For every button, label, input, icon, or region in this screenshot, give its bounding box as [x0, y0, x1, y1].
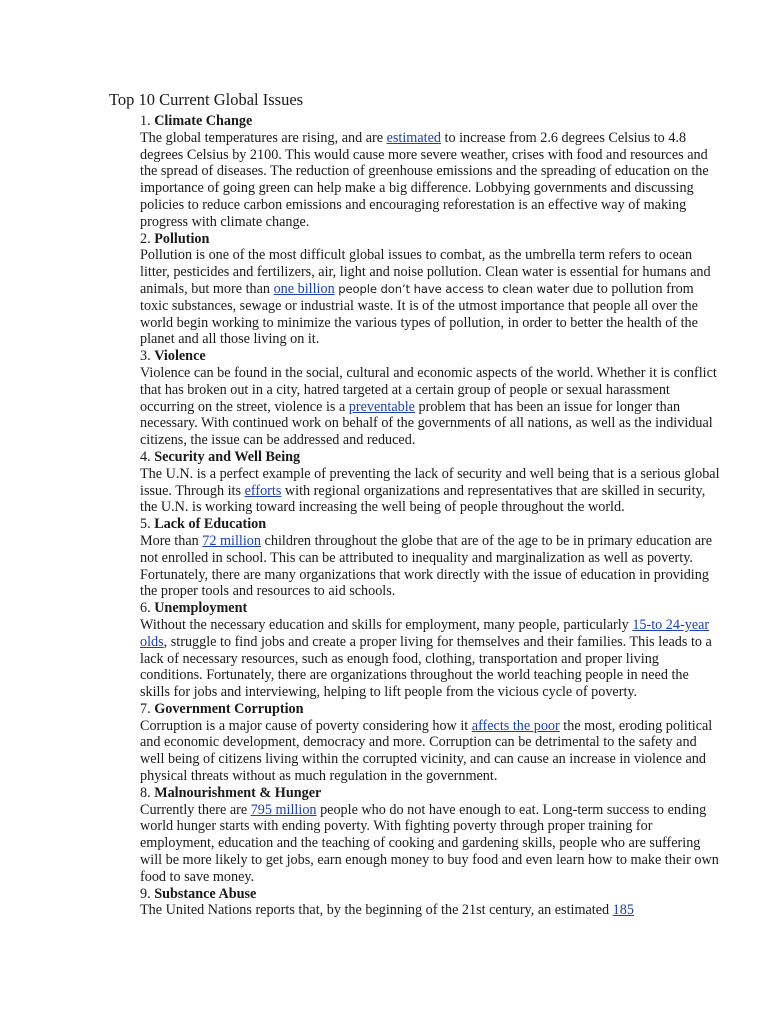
issue-heading [140, 600, 720, 617]
body-text: problem that has been an issue for longer than necessary. With continued work on behalf of the governments of all nations, as well as the individual citizens, the issue can be addressed and reduced. [140, 398, 713, 449]
issue-heading [140, 886, 720, 903]
issue-section [140, 113, 720, 231]
body-text: people who do not have enough to eat. Long-term success to ending world hunger starts with ending poverty. With fighting poverty through proper training for employment, education and the teaching of cooking and gardening skills, people who are suffering will be more likely to get jobs, earn enough money to buy food and even learn how to make their own food to save money. [140, 801, 719, 885]
issue-body [140, 617, 720, 701]
body-text: to increase from 2.6 degrees Celsius to 4.8 degrees Celsius by 2100. This would cause more severe weather, crises with food and resources and the spread of diseases. The reduction of greenhouse emissions and the spreading of education on the importance of going green can help make a big difference. Lobbying governments and discussing policies to reduce carbon emissions and encouraging reforestation is an effective way of making progress with climate change. [140, 129, 709, 230]
issue-body [140, 902, 720, 919]
issue-heading [140, 449, 720, 466]
inline-link[interactable]: one billion [273, 280, 335, 297]
body-text: Without the necessary education and skills for employment, many people, particularly [140, 616, 633, 633]
issue-number: 7. [140, 700, 151, 717]
issue-body [140, 130, 720, 231]
body-text: The U.N. is a perfect example of preventing the lack of security and well being that is a serious global issue. Through its [140, 465, 720, 499]
issue-section [140, 600, 720, 701]
inline-link[interactable]: 72 million [202, 532, 261, 549]
issue-section [140, 886, 720, 920]
body-text: the most, eroding political and economic development, democracy and more. Corruption can be detrimental to the safety and well being of citizens living within the corrupted vicinity, and can cause an increase in violence and physical threats without as much regulation in the government. [140, 717, 713, 785]
page-title: Top 10 Current Global Issues [109, 90, 304, 109]
issue-title: Lack of Education [154, 516, 267, 533]
issue-number: 8. [140, 784, 151, 801]
pasted-text-run: people don’t have access to clean water [334, 281, 570, 296]
issue-section [140, 701, 720, 785]
body-text: Corruption is a major cause of poverty considering how it [140, 717, 472, 734]
inline-link[interactable]: 15-to 24-year olds [140, 616, 710, 650]
issues-list [140, 113, 720, 919]
issue-body [140, 247, 720, 348]
inline-link[interactable]: 795 million [250, 801, 317, 818]
issue-title: Malnourishment & Hunger [154, 784, 322, 801]
inline-link[interactable]: 185 [612, 902, 634, 919]
issue-title: Security and Well Being [154, 448, 301, 465]
issue-section [140, 785, 720, 886]
issue-number: 3. [140, 348, 151, 365]
issue-heading [140, 231, 720, 248]
issue-number: 9. [140, 885, 151, 902]
issue-body [140, 802, 720, 886]
body-text: Violence can be found in the social, cultural and economic aspects of the world. Whether it is conflict that has broken out in a city, hatred targeted at a certain group of people or sexual harassment occurring on the street, violence is a [140, 364, 717, 415]
issue-body [140, 718, 720, 785]
issue-heading [140, 701, 720, 718]
body-text: children throughout the globe that are of the age to be in primary education are not enrolled in school. This can be attributed to inequality and marginalization as well as poverty. Fortunately, there are many organizations that work directly with the issue of education in providing the proper tools and resources to aid schools. [140, 532, 713, 600]
issue-title: Government Corruption [154, 700, 304, 717]
body-text: with regional organizations and representatives that are skilled in security, the U.N. is working toward increasing the well being of people throughout the world. [140, 482, 706, 516]
body-text: More than [140, 532, 203, 549]
body-text: Pollution is one of the most difficult global issues to combat, as the umbrella term refers to ocean litter, pesticides and fertilizers, air, light and noise pollution. Clean water is essential for humans and animals, but more than [140, 247, 711, 297]
inline-link[interactable]: efforts [244, 482, 282, 499]
issue-body [140, 533, 720, 600]
body-text: , struggle to find jobs and create a proper living for themselves and their families. This leads to a lack of necessary resources, such as enough food, clothing, transportation and proper living conditions. Fortunately, there are organizations throughout the world teaching people in need the skills for jobs and interviewing, helping to lift people from the vicious cycle of poverty. [140, 633, 712, 701]
issue-title: Violence [154, 348, 206, 365]
inline-link[interactable]: affects the poor [471, 717, 560, 734]
issue-title: Climate Change [154, 113, 253, 129]
issue-number: 2. [140, 230, 151, 247]
inline-link[interactable]: estimated [386, 129, 441, 146]
issue-heading [140, 785, 720, 802]
issue-number: 5. [140, 516, 151, 533]
issue-section [140, 231, 720, 349]
inline-link[interactable]: preventable [348, 398, 415, 415]
body-text: The global temperatures are rising, and are [140, 129, 387, 146]
issue-body [140, 466, 720, 516]
issue-title: Substance Abuse [154, 885, 257, 902]
issue-number: 1. [140, 113, 151, 129]
issue-body [140, 365, 720, 449]
issue-number: 4. [140, 448, 151, 465]
issue-section [140, 449, 720, 516]
issue-title: Pollution [154, 230, 210, 247]
body-text: due to pollution from toxic substances, sewage or industrial waste. It is of the utmost importance that people all over the world begin working to minimize the various types of pollution, in order to better the health of the planet and all those living on it. [140, 280, 698, 348]
issue-section [140, 516, 720, 600]
issue-heading [140, 516, 720, 533]
issue-heading [140, 113, 720, 130]
issue-section [140, 348, 720, 449]
issue-heading [140, 348, 720, 365]
issue-title: Unemployment [154, 600, 248, 617]
issue-number: 6. [140, 600, 151, 617]
body-text: Currently there are [140, 801, 251, 818]
body-text: The United Nations reports that, by the beginning of the 21st century, an estimated [140, 902, 613, 919]
